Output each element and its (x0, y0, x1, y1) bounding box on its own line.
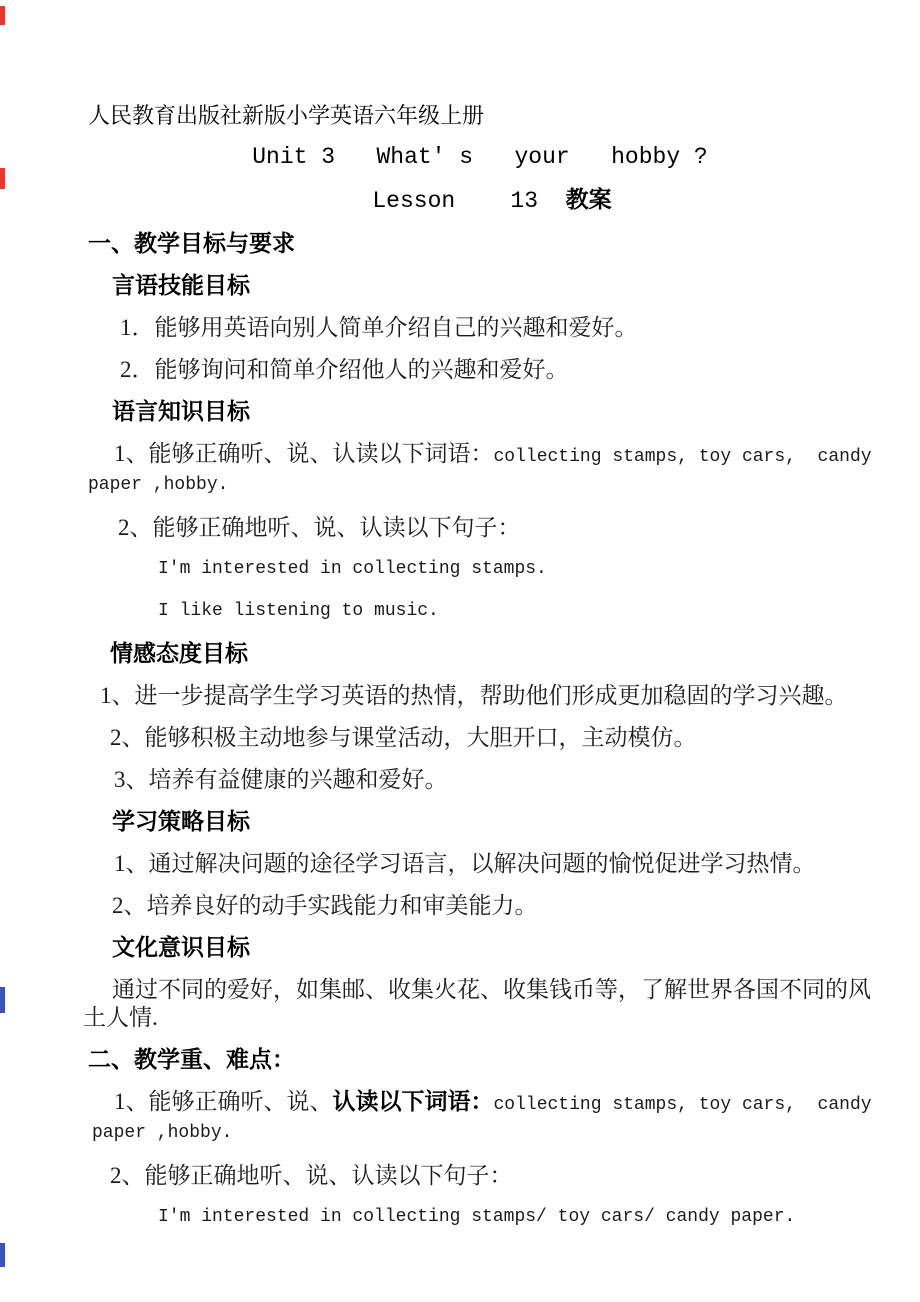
keypoint-example-sentence: I'm interested in collecting stamps/ toy cars/ candy paper. (158, 1207, 796, 1227)
subsection-heading-strategy: 学习策略目标 (112, 808, 250, 834)
subsection-heading-language-knowledge: 语言知识目标 (112, 398, 250, 424)
lesson-title-line (100, 185, 884, 216)
subsection-heading-affect: 情感态度目标 (110, 640, 248, 666)
lesson-title-english: Lesson 13 (372, 188, 566, 214)
keypoint-item-1-regular: 1、能够正确听、说、 (114, 1089, 333, 1114)
subsection-heading-culture: 文化意识目标 (112, 934, 250, 960)
unit-title-line: Unit 3 What' s your hobby ? (252, 144, 708, 170)
knowledge-item-1-chinese: 1、能够正确听、说、认读以下词语： (114, 441, 494, 466)
knowledge-item-2: 2、能够正确地听、说、认读以下句子： (118, 515, 521, 540)
keypoint-item-1-english: collecting stamps, toy cars, candy (493, 1095, 872, 1115)
edge-mark-red-top (0, 6, 5, 25)
affect-item-1: 1、进一步提高学生学习英语的热情，帮助他们形成更加稳固的学习兴趣。 (100, 683, 848, 708)
keypoint-item-1-wrap: paper ,hobby. (92, 1123, 233, 1143)
keypoint-item-1 (114, 1087, 872, 1120)
section1-heading: 一、教学目标与要求 (88, 230, 295, 256)
skills-item-1: 1．能够用英语向别人简单介绍自己的兴趣和爱好。 (120, 315, 638, 340)
lesson-title-chinese: 教案 (565, 187, 612, 212)
knowledge-item-1-english: collecting stamps, toy cars, candy (493, 447, 872, 467)
document-body (83, 101, 872, 1245)
example-sentence-1: I'm interested in collecting stamps. (158, 559, 547, 579)
knowledge-item-1-wrap: paper ,hobby. (88, 475, 229, 495)
edge-mark-red-upper (0, 168, 5, 189)
affect-item-3: 3、培养有益健康的兴趣和爱好。 (114, 767, 448, 792)
edge-mark-blue-bottom (0, 1243, 5, 1267)
knowledge-item-1 (114, 439, 872, 472)
skills-item-2: 2．能够询问和简单介绍他人的兴趣和爱好。 (120, 357, 569, 382)
edge-mark-blue-lower (0, 987, 5, 1013)
section2-heading: 二、教学重、难点： (88, 1046, 295, 1072)
strategy-item-2: 2、培养良好的动手实践能力和审美能力。 (112, 893, 538, 918)
culture-paragraph-line-2: 土人情. (83, 1005, 158, 1030)
culture-paragraph-line-1: 通过不同的爱好，如集邮、收集火花、收集钱币等，了解世界各国不同的风 (112, 977, 871, 1002)
keypoint-item-1-bold: 认读以下词语： (332, 1088, 494, 1114)
publisher-line: 人民教育出版社新版小学英语六年级上册 (88, 103, 485, 128)
example-sentence-2: I like listening to music. (158, 601, 439, 621)
keypoint-item-2: 2、能够正确地听、说、认读以下句子： (110, 1163, 513, 1188)
affect-item-2: 2、能够积极主动地参与课堂活动，大胆开口，主动模仿。 (110, 725, 697, 750)
strategy-item-1: 1、通过解决问题的途径学习语言，以解决问题的愉悦促进学习热情。 (114, 851, 816, 876)
subsection-heading-language-skills: 言语技能目标 (112, 272, 250, 298)
